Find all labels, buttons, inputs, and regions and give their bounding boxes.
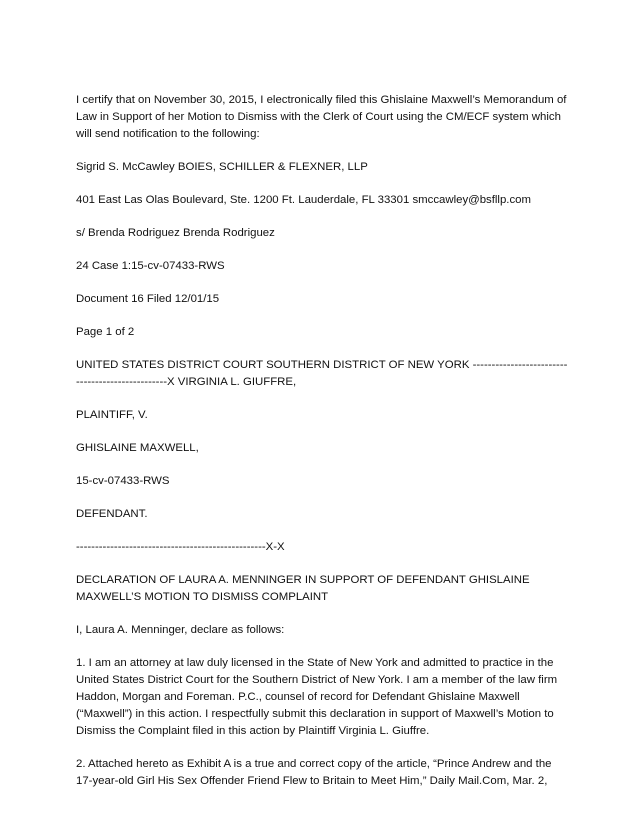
document-filed-line: Document 16 Filed 12/01/15 <box>76 293 220 305</box>
declaration-paragraph-2: 2. Attached hereto as Exhibit A is a true and correct copy of the article, “Prince Andrew and the 17-year-old Girl His Sex Offender Friend Flew to Britain to Meet Him,” Daily Mail.Com, Mar. 2, <box>76 758 552 787</box>
docket-number: 15-cv-07433-RWS <box>76 475 170 487</box>
page-indicator: Page 1 of 2 <box>76 326 135 338</box>
plaintiff-label: PLAINTIFF, V. <box>76 409 148 421</box>
document-body <box>76 92 568 806</box>
defendant-label: DEFENDANT. <box>76 508 148 520</box>
declaration-paragraph-1: 1. I am an attorney at law duly licensed in the State of New York and admitted to practice in the United States District Court for the Southern District of New York. I am a member of the law firm Haddon, Morgan and Foreman. P.C., counsel of record for Defendant Ghislaine Maxwell (“Maxwell”) in this action. I respectfully submit this declaration in support of Maxwell’s Motion to Dismiss the Complaint filed in this action by Plaintiff Virginia L. Giuffre. <box>76 657 558 737</box>
court-caption: UNITED STATES DISTRICT COURT SOUTHERN DISTRICT OF NEW YORK -------------------------------------------------X VIRGINIA L. GIUFFRE, <box>76 359 568 388</box>
defendant-name: GHISLAINE MAXWELL, <box>76 442 199 454</box>
recipient-address: 401 East Las Olas Boulevard, Ste. 1200 Ft. Lauderdale, FL 33301 smccawley@bsfllp.com <box>76 194 531 206</box>
declaration-title: DECLARATION OF LAURA A. MENNINGER IN SUPPORT OF DEFENDANT GHISLAINE MAXWELL’S MOTION TO DISMISS COMPLAINT <box>76 574 530 603</box>
signature-line: s/ Brenda Rodriguez Brenda Rodriguez <box>76 227 275 239</box>
declaration-intro: I, Laura A. Menninger, declare as follows: <box>76 624 285 636</box>
certificate-of-service: I certify that on November 30, 2015, I electronically filed this Ghislaine Maxwell’s Memorandum of Law in Support of her Motion to Dismiss with the Clerk of Court using the CM/ECF system which will send notification to the following: <box>76 94 567 140</box>
case-number-line: 24 Case 1:15-cv-07433-RWS <box>76 260 225 272</box>
caption-divider: --------------------------------------------------X-X <box>76 541 285 553</box>
recipient-name: Sigrid S. McCawley BOIES, SCHILLER & FLEXNER, LLP <box>76 161 368 173</box>
